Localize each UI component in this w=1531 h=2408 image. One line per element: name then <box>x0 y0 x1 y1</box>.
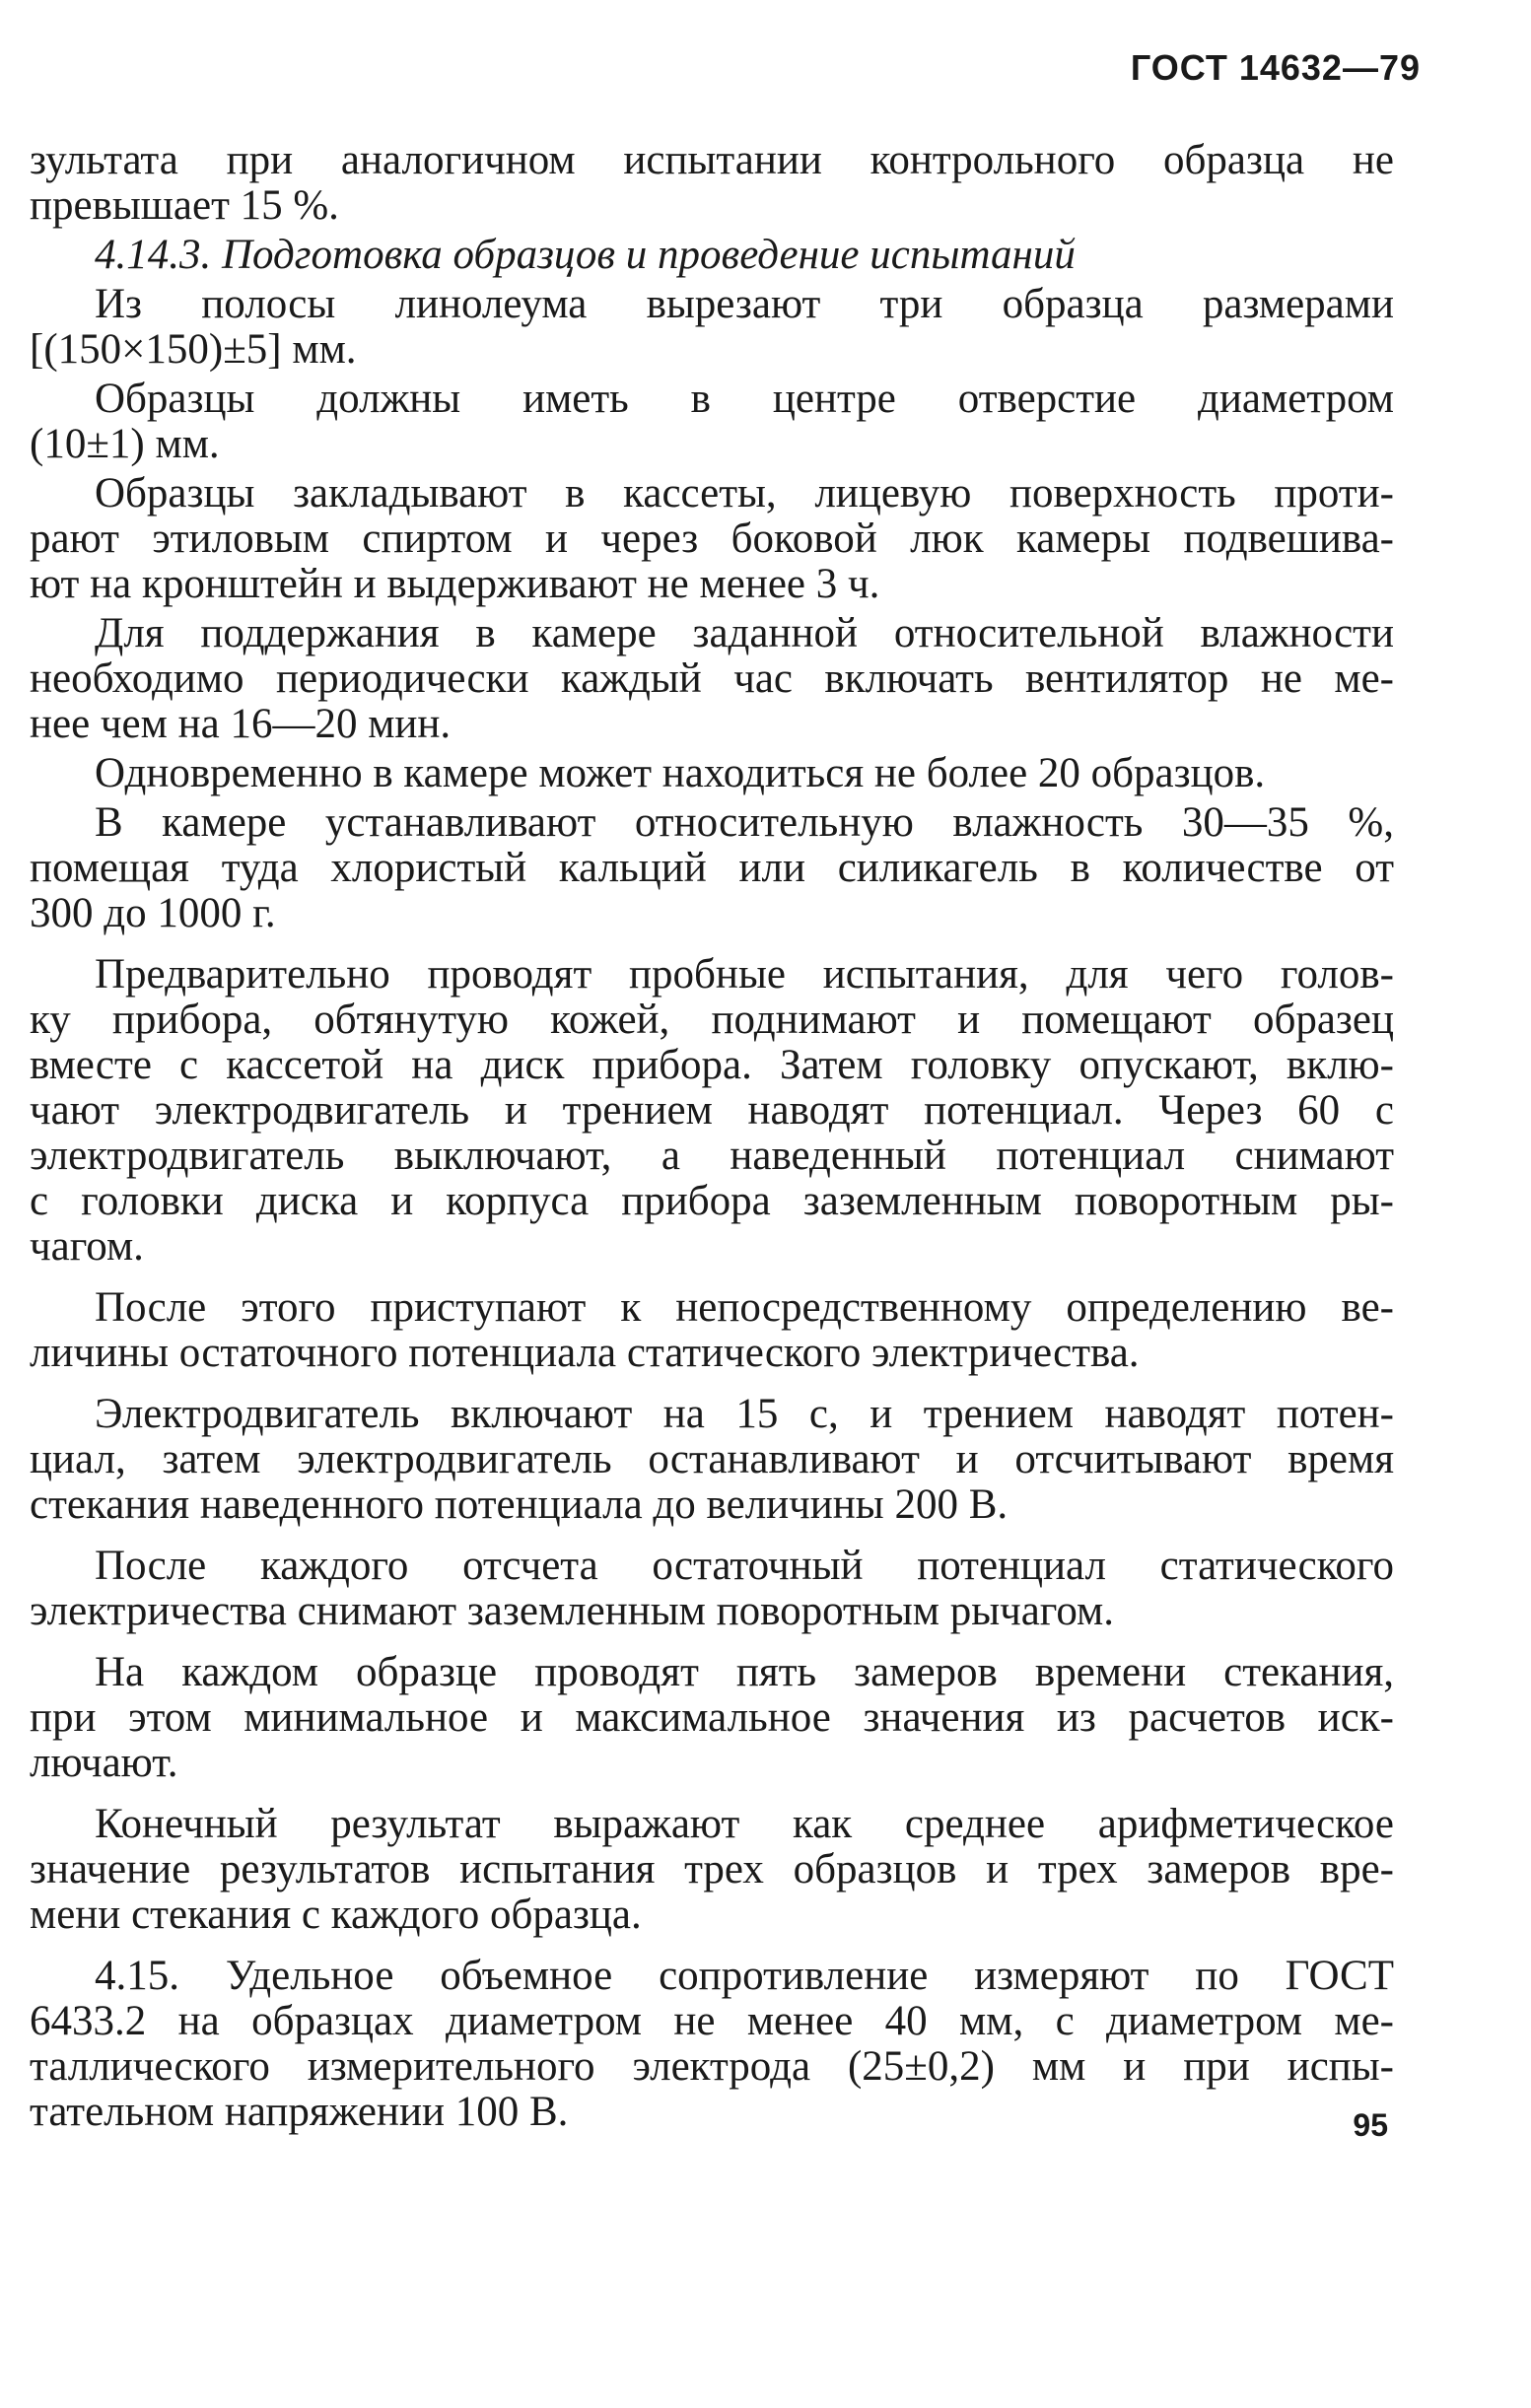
text-line: 6433.2 на образцах диаметром не менее 40 мм, с диаметром ме- <box>30 1998 1394 2044</box>
paragraph <box>30 952 1394 1270</box>
paragraph <box>30 1650 1394 1786</box>
text-line: ку прибора, обтянутую кожей, поднимают и помещают образец <box>30 997 1394 1043</box>
text-line: чагом. <box>30 1223 144 1270</box>
text-line: На каждом образце проводят пять замеров времени стекания, <box>95 1649 1394 1695</box>
text-line: Электродвигатель включают на 15 с, и трением наводят потен- <box>95 1391 1394 1437</box>
text-line: (10±1) мм. <box>30 421 220 467</box>
paragraph <box>30 800 1394 936</box>
text-line: с головки диска и корпуса прибора заземленным поворотным ры- <box>30 1178 1394 1224</box>
text-line: стекания наведенного потенциала до величины 200 В. <box>30 1481 1009 1528</box>
text-line: вместе с кассетой на диск прибора. Затем головку опускают, вклю- <box>30 1042 1394 1088</box>
text-line: Образцы должны иметь в центре отверстие диаметром <box>95 376 1394 422</box>
document-body <box>30 138 1394 2139</box>
text-line: нее чем на 16—20 мин. <box>30 701 452 747</box>
text-line: Для поддержания в камере заданной относительной влажности <box>95 610 1394 656</box>
section-4-15-paragraph <box>30 1954 1394 2135</box>
page-number: 95 <box>1353 2107 1388 2143</box>
document-header-code: ГОСТ 14632—79 <box>1130 47 1421 88</box>
paragraph <box>30 1392 1394 1528</box>
text-line: рают этиловым спиртом и через боковой люк камеры подвешива- <box>30 516 1394 562</box>
text-line: Предварительно проводят пробные испытания, для чего голов- <box>95 951 1394 998</box>
text-line: помещая туда хлористый кальций или силикагель в количестве от <box>30 845 1394 891</box>
text-line: Одновременно в камере может находиться не более 20 образцов. <box>95 750 1266 796</box>
paragraph-continuation <box>30 138 1394 229</box>
text-line: значение результатов испытания трех образцов и трех замеров вре- <box>30 1846 1394 1892</box>
paragraph <box>30 282 1394 373</box>
text-line: тательном напряжении 100 В. <box>30 2089 569 2135</box>
text-line: После каждого отсчета остаточный потенциал статического <box>95 1543 1394 1589</box>
text-line: Конечный результат выражают как среднее арифметическое <box>95 1801 1394 1847</box>
text-line: чают электродвигатель и трением наводят потенциал. Через 60 с <box>30 1087 1394 1134</box>
text-line: таллического измерительного электрода (25±0,2) мм и при испы- <box>30 2043 1394 2090</box>
paragraph <box>30 1544 1394 1634</box>
text-line: Из полосы линолеума вырезают три образца размерами <box>95 281 1394 327</box>
text-line: В камере устанавливают относительную влажность 30—35 %, <box>95 799 1394 846</box>
text-line: лючают. <box>30 1740 178 1786</box>
paragraph <box>30 471 1394 607</box>
text-line: превышает 15 %. <box>30 182 339 229</box>
paragraph <box>30 611 1394 747</box>
text-line: мени стекания с каждого образца. <box>30 1892 642 1938</box>
text-line: при этом минимальное и максимальное значения из расчетов иск- <box>30 1694 1394 1741</box>
text-line: После этого приступают к непосредственному определению ве- <box>95 1284 1394 1331</box>
text-line: электричества снимают заземленным поворотным рычагом. <box>30 1588 1115 1634</box>
text-line: циал, затем электродвигатель останавливают и отсчитывают время <box>30 1436 1394 1482</box>
paragraph <box>30 751 1394 796</box>
text-line: зультата при аналогичном испытании контрольного образца не <box>30 137 1394 183</box>
text-line: Образцы закладывают в кассеты, лицевую поверхность проти- <box>95 470 1394 516</box>
text-line: личины остаточного потенциала статического электричества. <box>30 1330 1140 1376</box>
paragraph <box>30 1802 1394 1938</box>
text-line: электродвигатель выключают, а наведенный потенциал снимают <box>30 1133 1394 1179</box>
text-line: [(150×150)±5] мм. <box>30 326 357 373</box>
text-line: ют на кронштейн и выдерживают не менее 3 ч. <box>30 561 880 607</box>
text-line: 4.15. Удельное объемное сопротивление измеряют по ГОСТ <box>95 1953 1394 1999</box>
paragraph <box>30 1285 1394 1376</box>
paragraph <box>30 377 1394 467</box>
section-heading-4-14-3 <box>30 233 1394 278</box>
heading-line <box>30 233 1394 278</box>
text-line: необходимо периодически каждый час включать вентилятор не ме- <box>30 655 1394 702</box>
text-line: 300 до 1000 г. <box>30 890 276 936</box>
heading-text: 4.14.3. Подготовка образцов и проведение испытаний <box>95 232 1076 278</box>
